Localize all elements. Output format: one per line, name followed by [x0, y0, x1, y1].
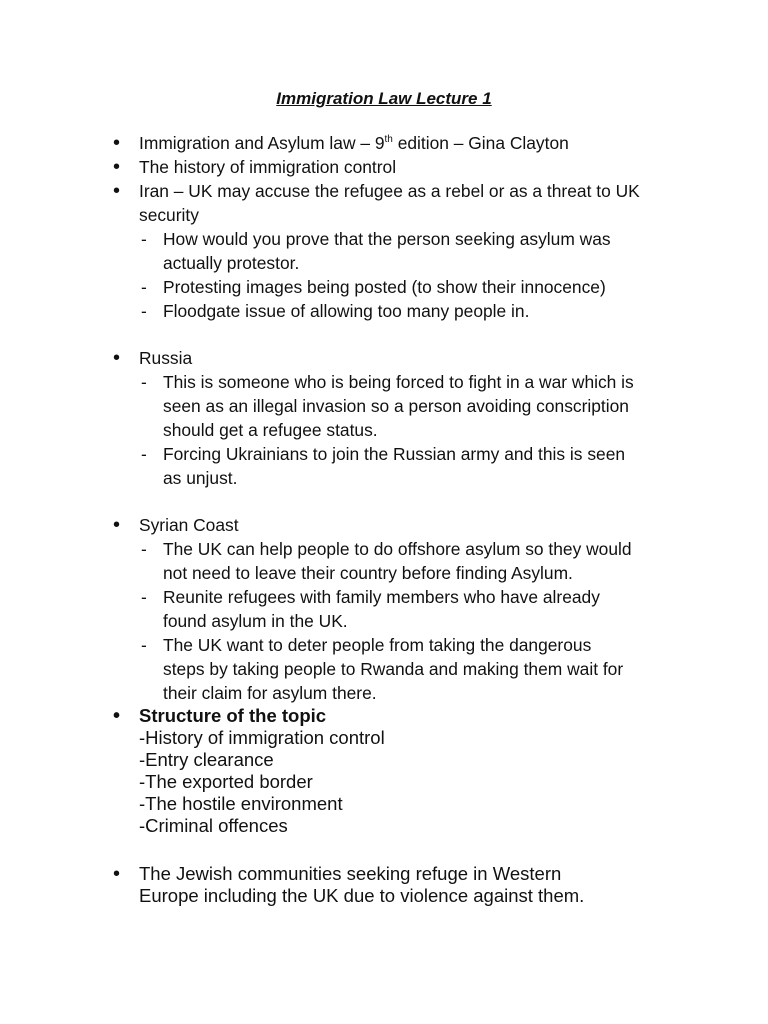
- bullet-text: Immigration and Asylum law – 9: [139, 133, 385, 153]
- dash-text: The UK can help people to do offshore asylum so they would: [163, 539, 632, 559]
- dash-text: found asylum in the UK.: [163, 611, 348, 631]
- dash-text: actually protestor.: [163, 253, 300, 273]
- dash-text: The UK want to deter people from taking the dangerous: [163, 635, 592, 655]
- page-title: Immigration Law Lecture 1: [276, 89, 492, 108]
- dash-mark: -: [141, 277, 147, 297]
- dash-text: This is someone who is being forced to fight in a war which is: [163, 372, 634, 392]
- dash-text: their claim for asylum there.: [163, 683, 377, 703]
- bullet-text: edition – Gina Clayton: [392, 133, 569, 153]
- dash-item: [0, 227, 768, 275]
- dash-mark: -: [141, 229, 147, 249]
- dash-item: [0, 442, 768, 490]
- dash-item: [0, 585, 768, 633]
- bullet-jewish: [0, 863, 768, 907]
- dash-item: [0, 299, 768, 323]
- structure-item: -History of immigration control: [139, 727, 385, 748]
- dash-text: seen as an illegal invasion so a person avoiding conscription: [163, 396, 629, 416]
- dash-text: should get a refugee status.: [163, 420, 378, 440]
- dash-mark: -: [141, 539, 147, 559]
- dash-text: as unjust.: [163, 468, 238, 488]
- bullet-russia: • Russia: [0, 346, 768, 370]
- bullet-text: Iran – UK may accuse the refugee as a rebel or as a threat to UK: [139, 181, 640, 201]
- jewish-section: [0, 863, 768, 907]
- dash-item: [0, 633, 768, 705]
- structure-item: -Entry clearance: [139, 749, 274, 770]
- dash-text: Forcing Ukrainians to join the Russian army and this is seen: [163, 444, 626, 464]
- bullet-iran: [0, 179, 768, 227]
- dash-text: Reunite refugees with family members who have already: [163, 587, 600, 607]
- dash-item: [0, 370, 768, 442]
- intro-section: [0, 131, 768, 323]
- dash-item: [0, 275, 768, 299]
- bullet-text: security: [139, 205, 199, 225]
- structure-item: -Criminal offences: [139, 815, 288, 836]
- structure-item: -The hostile environment: [139, 793, 343, 814]
- structure-section: [0, 705, 768, 837]
- dash-text: not need to leave their country before finding Asylum.: [163, 563, 573, 583]
- dash-mark: -: [141, 587, 147, 607]
- syria-section: [0, 513, 768, 705]
- dash-mark: -: [141, 372, 147, 392]
- dash-mark: -: [141, 635, 147, 655]
- dash-item: [0, 537, 768, 585]
- superscript: th: [384, 134, 393, 146]
- bullet-history: • The history of immigration control: [0, 155, 768, 179]
- structure-item: -The exported border: [139, 771, 313, 792]
- dash-text: Floodgate issue of allowing too many people in.: [163, 301, 530, 321]
- bullet-structure: • Structure of the topic: [0, 705, 768, 727]
- dash-text: Protesting images being posted (to show their innocence): [163, 277, 606, 297]
- bullet-text: The Jewish communities seeking refuge in Western: [139, 863, 562, 884]
- dash-mark: -: [141, 444, 147, 464]
- dash-mark: -: [141, 301, 147, 321]
- russia-section: [0, 346, 768, 490]
- bullet-text: Europe including the UK due to violence against them.: [139, 885, 585, 906]
- bullet-textbook: [0, 131, 768, 155]
- dash-text: steps by taking people to Rwanda and making them wait for: [163, 659, 624, 679]
- bullet-syria: • Syrian Coast: [0, 513, 768, 537]
- dash-text: How would you prove that the person seeking asylum was: [163, 229, 611, 249]
